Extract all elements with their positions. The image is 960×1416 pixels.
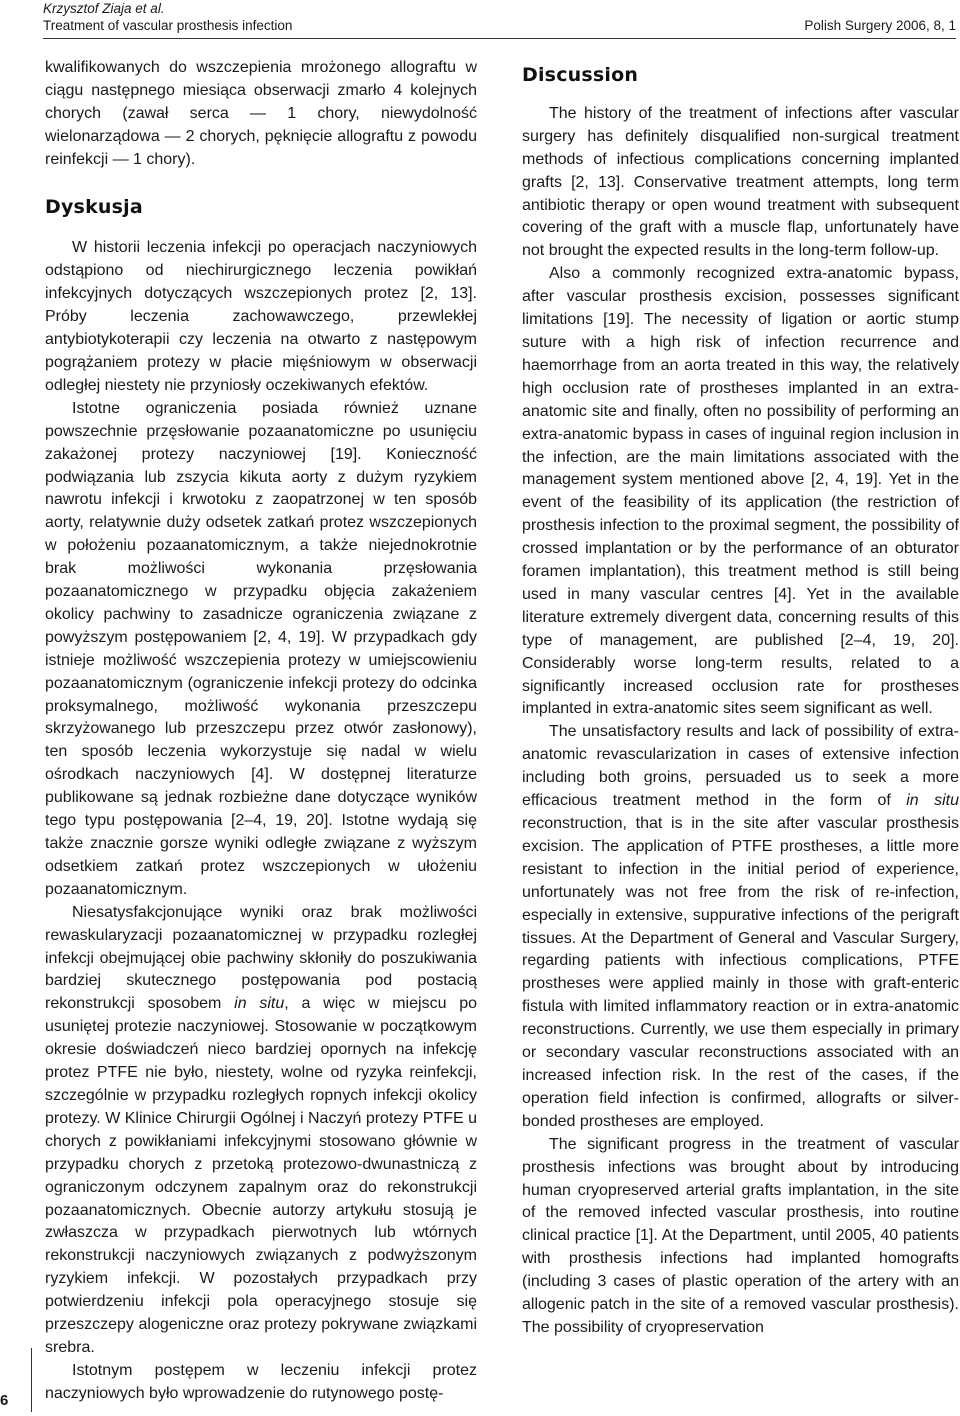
author-line <box>43 1 165 16</box>
paragraph-3-emphasis: in situ <box>234 995 285 1013</box>
paragraph-4: The significant progress in the treatment of vascular prosthesis infections was brought about by introducing human cryopreserved arterial grafts implantation, in the site of the removed infected vascular prosthesis, into routine clinical practice [1]. At the Department, until 2005, 40 patients with prosthesis infections had implanted homografts (including 3 cases of plastic operation of the artery with an allogenic patch in the site of a removed vascular prosthesis). The possibility of cryopreservation <box>522 1135 959 1336</box>
author-name: Krzysztof Ziaja <box>43 1 132 16</box>
author-suffix: et al. <box>135 1 165 16</box>
paragraph-3 <box>45 902 477 1360</box>
paragraph-3-part-b: reconstruction, that is in the site after vascular prosthesis excision. The application of PTFE prostheses, a little more resistant to infection in the initial period of experience, unfortunately was not free from the risk of re-infection, especially in extensive, suppurative infections of the perigraft tissues. At the Department of General and Vascular Surgery, regarding patients with infectious complications, PTFE prostheses were applied mainly in those with graft-enteric fistula with limited inflammatory reaction or in extra-anatomic reconstructions. Currently, we use them especially in primary or secondary vascular reconstructions associated with an increased infection risk. In the rest of the cases, if the operation field infection is confirmed, allografts or silver-bonded prostheses are employed. <box>522 815 959 1130</box>
paragraph-2: Also a commonly recognized extra-anatomic bypass, after vascular prosthesis excision, possesses significant limitations [19]. The necessity of ligation or aortic stump suture with a high risk of infection recurrence and haemorrhage from an aorta treated in this way, the relatively high occlusion rate of prostheses implanted in an extra-anatomic site and finally, often no possibility of performing an extra-anatomic bypass in cases of inguinal region inclusion in the infection, are the main limitations associated with the management system mentioned above [2, 4, 19]. Yet in the event of the feasibility of its application (the restriction of prosthesis infection to the proximal segment, the possibility of crossed implantation or by the performance of an obturator foramen implantation), this treatment method is still being used in many vascular centres [4]. Yet in the available literature extremely divergent data, concerning results of this type of management, are published [2–4, 19, 20]. Considerably worse long-term results, related to a significantly increased occlusion rate for prostheses implanted in extra-anatomic sites seem significant as well. <box>522 265 959 718</box>
page-number-rule <box>31 1348 32 1412</box>
paragraph-3-part-a: Niesatysfakcjonujące wyniki oraz brak możliwości rewaskularyzacji pozaanatomicznej w przypadku rozległej infekcji obejmującej obie pachwiny skłoniły do poszukiwania bardziej skutecznego postępowania pod postacią rekonstrukcji sposobem <box>45 903 477 1013</box>
running-head <box>43 0 956 40</box>
section-heading-dyskusja: Dyskusja <box>45 195 143 218</box>
paragraph-1: The history of the treatment of infections after vascular surgery has definitely disqualified non-surgical treatment methods of infectious complications concerning implanted grafts [2, 13]. Conservative treatment attempts, long term antibiotic therapy or open wound treatment with subsequent covering of the graft with a muscle flap, unfortunately have not brought the expected results in the long-term follow-up. <box>522 104 959 260</box>
paragraph-3-part-b: , a więc w miejscu po usuniętej protezie naczyniowej. Stosowanie w początkowym okresie doświadczeń nieco bardziej opornych na infekcję protez PTFE nie było, niestety, wolne od ryzyka reinfekcji, szczególnie w przypadku rozległych ropnych infekcji okolicy protezy. W Klinice Chirurgii Ogólnej i Naczyń protezy PTFE u chorych z powikłaniami infekcyjnymi stosowano głównie w przypadku chorych z przetoką protezowo-dwunastniczą z ograniczonym odczynem zapalnym oraz do rekonstrukcji pozaanatomicznych. Obecnie autorzy artykułu stosują je zwłaszcza w przypadkach pierwotnych lub wtórnych rekonstrukcji naczyniowych związanych z podwyższonym ryzykiem infekcji. W pozostałych przypadkach przy potwierdzeniu infekcji pola operacyjnego stosuje się przeszczepy alogeniczne oraz protezy pokrywane związkami srebra. <box>45 995 478 1356</box>
section-heading-discussion: Discussion <box>522 64 639 86</box>
paragraph-1: W historii leczenia infekcji po operacjach naczyniowych odstąpiono od niechirurgicznego leczenia powikłań infekcyjnych dotyczących wszczepionych protez [2, 13]. Próby leczenia zachowawczego, przewlekłej antybiotykoterapii czy leczenia na otwarto z następowym pogrążaniem protezy w płacie mięśniowym w obserwacji odległej niestety nie przyniosły oczekiwanych efektów. <box>45 239 477 394</box>
paragraph-2: Istotne ograniczenia posiada również uznane powszechnie przęsłowanie pozaanatomiczne po usunięciu zakażonej protezy naczyniowej [19]. Konieczność podwiązania lub zszycia kikuta aorty z dużym ryzykiem nawrotu infekcji i krwotoku z zaopatrzonej w ten sposób aorty, relatywnie duży odsetek zatkań protez wszczepionych w położeniu pozaanatomicznym, a także niejednokrotnie brak możliwości wykonania przęsłowania pozaanatomicznego w przypadku objęcia zakażeniem okolicy pachwiny to zasadnicze ograniczenia związane z powyższym postępowaniem [2, 4, 19]. W przypadkach gdy istnieje możliwość wszczepienia protezy w umiejscowieniu pozaanatomicznym (ograniczenie infekcji protezy do odcinka proksymalnego, możliwość wykonania przeszczepu skrzyżowanego lub przeszczepu przez otwór zasłonowy), ten sposób leczenia wykorzystuje się nadal w wielu ośrodkach naczyniowych [4]. W dostępnej literaturze publikowane są jednak rozbieżne dane dotyczące wyników tego typu postępowania [2–4, 19, 20]. Istotne wydają się także znacznie gorsze wyniki odległe związane z wyższym odsetkiem zatkań protez wszczepionych w ułożeniu pozaanatomicznym. <box>45 399 477 898</box>
header-rule <box>43 38 956 39</box>
article-title: Treatment of vascular prosthesis infection <box>43 18 293 33</box>
journal-citation: Polish Surgery 2006, 8, 1 <box>804 18 956 33</box>
paragraph-3 <box>522 721 959 1133</box>
right-column-english <box>522 64 959 1340</box>
paragraph-3-part-a: The unsatisfactory results and lack of possibility of extra-anatomic revascularization in cases of extensive infection including both groins, persuaded us to seek a more efficacious treatment method in the form of <box>522 723 959 810</box>
paragraph-4: Istotnym postępem w leczeniu infekcji protez naczyniowych było wprowadzenie do rutynowego postę- <box>45 1361 477 1402</box>
intro-paragraph: kwalifikowanych do wszczepienia mrożonego allograftu w ciągu następnego miesiąca obserwacji zmarło 4 kolejnych chorych (zawał serca — 1 chory, niewydolność wielonarządowa — 2 chorych, pęknięcie allograftu z powodu reinfekcji — 1 chory). <box>45 59 477 168</box>
paragraph-3-emphasis: in situ <box>906 792 960 810</box>
left-column-polish <box>45 57 477 1406</box>
page-number: 6 <box>0 1392 9 1409</box>
